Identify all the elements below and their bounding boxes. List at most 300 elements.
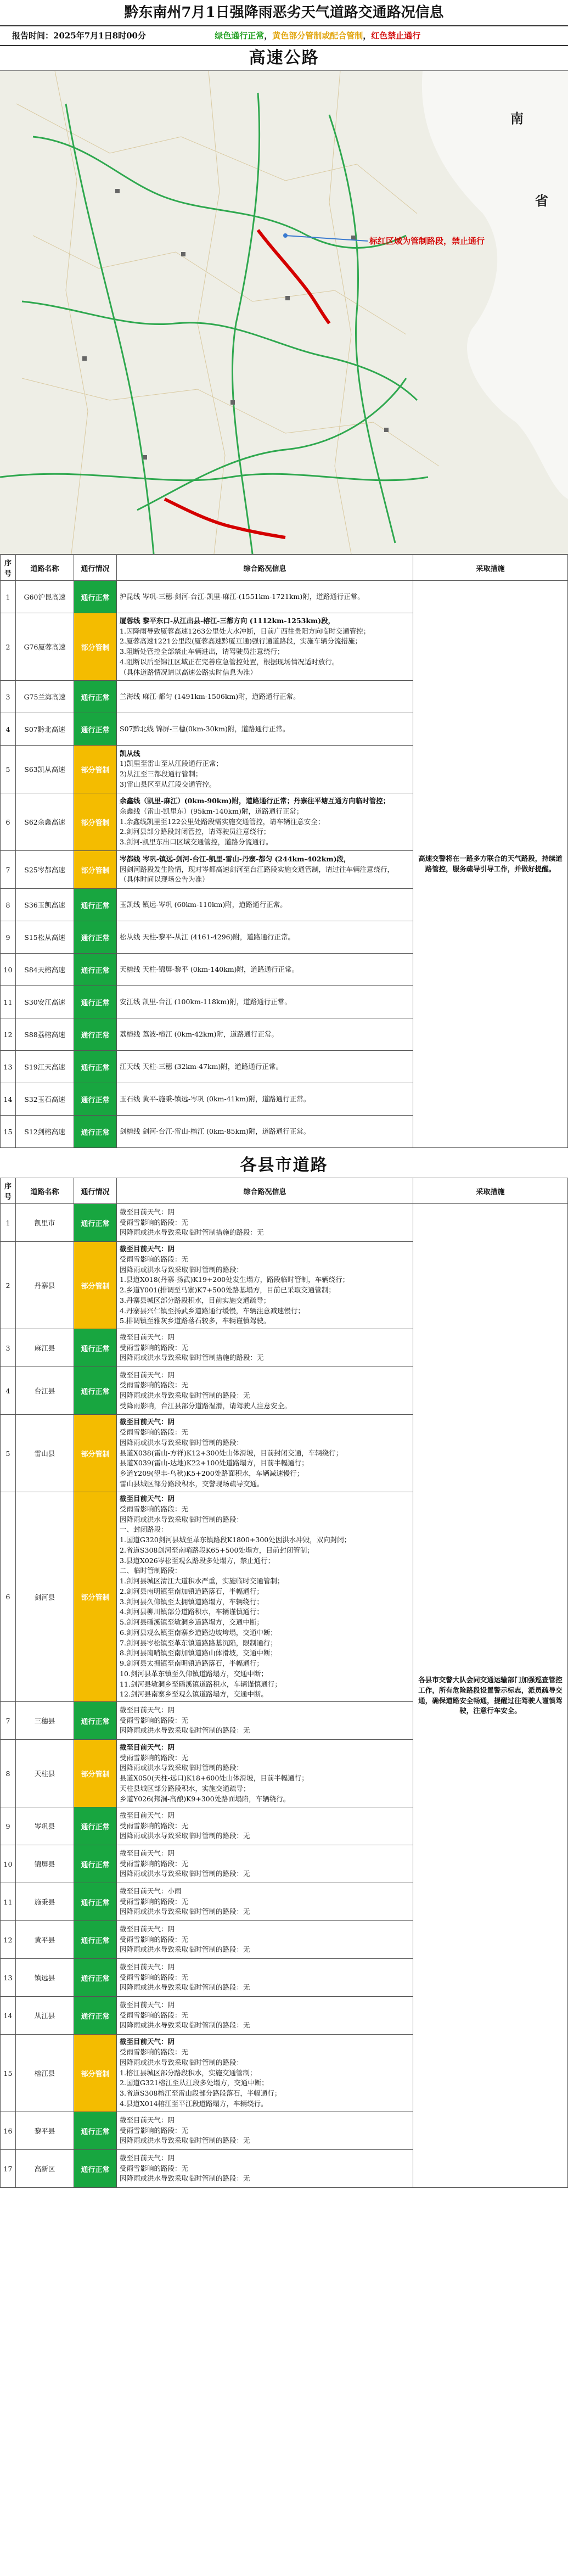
info-line: 截至目前天气：阴 xyxy=(120,1924,175,1933)
row-number: 12 xyxy=(1,1921,16,1959)
table-row xyxy=(1,1204,568,1242)
info-line: 乡道Y026(邦洞-高酿)K9+300处路面塌陷，车辆绕行。 xyxy=(120,1794,290,1803)
report-line: 报告时间：2025年7月1日8时00分 绿色通行正常，黄色部分管制或配合管制，红色禁止通行 xyxy=(0,25,568,46)
road-name: 丹寨县 xyxy=(16,1242,74,1329)
row-number: 17 xyxy=(1,2150,16,2188)
road-info xyxy=(117,1959,413,1997)
info-line: 松从线 天柱-黎平-从江 (4161-4296)附，道路通行正常。 xyxy=(120,932,295,941)
info-line: 5.剑河县磻溪镇至敏洞乡道路塌方，交通中断； xyxy=(120,1618,263,1626)
status-badge: 通行正常 xyxy=(81,901,110,910)
status-cell xyxy=(74,1204,117,1242)
info-line: 因降雨或洪水导致采取临时管制的路段： xyxy=(120,1438,244,1447)
road-name: 剑河县 xyxy=(16,1492,74,1702)
status-cell xyxy=(74,1807,117,1845)
info-line: 1.榕江县城区部分路段积水，实施交通管制； xyxy=(120,2068,257,2077)
info-line: 3.县道X026岑松至观么路段多处塌方，禁止通行； xyxy=(120,1556,275,1565)
row-number: 14 xyxy=(1,1997,16,2035)
row-number: 4 xyxy=(1,1367,16,1415)
info-line: 因降雨或洪水导致采取临时管制的路段：无 xyxy=(120,2021,250,2030)
info-line: 受雨雪影响的路段：无 xyxy=(120,1218,189,1227)
status-cell xyxy=(74,1492,117,1702)
road-info xyxy=(117,1807,413,1845)
road-info xyxy=(117,986,413,1018)
status-cell xyxy=(74,793,117,851)
info-line: 1)凯里至雷山至从江段通行正常； xyxy=(120,759,223,768)
info-line: 玉凯线 镇远-岑巩 (60km-110km)附，道路通行正常。 xyxy=(120,900,287,909)
info-line: 因剑河路段发生险情，现对岑都高速剑河至台江路段实施交通管制，请过往车辆注意绕行， xyxy=(120,865,395,873)
status-badge: 通行正常 xyxy=(81,1031,110,1040)
road-name: 榕江县 xyxy=(16,2035,74,2112)
status-cell xyxy=(74,581,117,613)
road-name: 雷山县 xyxy=(16,1415,74,1492)
status-cell xyxy=(74,2035,117,2112)
info-line: 截至目前天气：阴 xyxy=(120,2000,175,2009)
status-badge: 通行正常 xyxy=(81,966,110,975)
info-line: 受雨雪影响的路段：无 xyxy=(120,1821,189,1830)
info-line: 受雨雪影响的路段：无 xyxy=(120,2048,189,2057)
row-number: 3 xyxy=(1,1329,16,1367)
row-number: 9 xyxy=(1,1807,16,1845)
info-line: （具体时间以现场公告为准） xyxy=(120,875,209,884)
info-line: 2.省道S308剑河至南哨路段K65+500处塌方，目前封闭管制； xyxy=(120,1545,314,1554)
info-line: 截至目前天气：阴 xyxy=(120,1849,175,1857)
status-cell xyxy=(74,713,117,746)
info-line: 二、临时管制路段： xyxy=(120,1566,182,1575)
road-name: S63凯从高速 xyxy=(16,746,74,793)
info-line: 受雨雪影响的路段：无 xyxy=(120,1504,189,1513)
info-line: 荔榕线 荔波-榕江 (0km-42km)附，道路通行正常。 xyxy=(120,1029,278,1038)
info-line: 乡道Y209(望丰-乌秋)K5+200处路面积水，车辆减速慢行； xyxy=(120,1469,304,1478)
status-cell xyxy=(74,1997,117,2035)
info-line: 兰海线 麻江-都匀 (1491km-1506km)附，道路通行正常。 xyxy=(120,692,300,701)
info-line: 7.剑河县岑松镇至革东镇道路路基沉陷，限制通行； xyxy=(120,1638,277,1647)
status-badge: 通行正常 xyxy=(81,999,110,1007)
row-number: 10 xyxy=(1,1845,16,1883)
row-number: 6 xyxy=(1,1492,16,1702)
info-line: 受雨雪影响的路段：无 xyxy=(120,2011,189,2019)
info-line: 岑都线 岑巩-镇远-剑河-台江-凯里-雷山-丹寨-都匀 (244km-402km)段， xyxy=(120,854,351,863)
info-line: 12.剑河县南寨乡至观么镇道路塌方，交通中断。 xyxy=(120,1690,268,1699)
info-line: 截至目前天气：阴 xyxy=(120,2115,175,2124)
info-line: 剑榕线 剑河-台江-雷山-榕江 (0km-85km)附，道路通行正常。 xyxy=(120,1127,311,1135)
road-name: 施秉县 xyxy=(16,1883,74,1921)
info-line: 因降雨或洪水导致采取临时管制的路段：无 xyxy=(120,1907,250,1916)
status-cell xyxy=(74,1242,117,1329)
info-line: 因降雨或洪水导致采取临时管制的路段：无 xyxy=(120,1832,250,1840)
status-badge: 部分管制 xyxy=(81,1594,110,1602)
road-name: 高新区 xyxy=(16,2150,74,2188)
county-table xyxy=(0,1178,568,2188)
row-number: 5 xyxy=(1,1415,16,1492)
status-badge: 通行正常 xyxy=(81,693,110,702)
info-line: 天榕线 天柱-锦屏-黎平 (0km-140km)附，道路通行正常。 xyxy=(120,965,299,973)
row-number: 16 xyxy=(1,2112,16,2150)
road-name: S36玉凯高速 xyxy=(16,889,74,921)
map-image xyxy=(0,71,568,554)
road-name: G60沪昆高速 xyxy=(16,581,74,613)
info-line: 1.因降雨导致厦蓉高速1263公里处大水冲断，日前广西往贵阳方向临时交通管控； xyxy=(120,626,370,635)
status-badge: 通行正常 xyxy=(81,1936,110,1945)
county-header-row xyxy=(1,1178,568,1204)
road-name: G76厦蓉高速 xyxy=(16,613,74,681)
info-line: 受雨雪影响的路段：无 xyxy=(120,2164,189,2172)
info-line: 截至目前天气：阴 xyxy=(120,1962,175,1971)
road-name: S19江天高速 xyxy=(16,1051,74,1083)
road-name: 凯里市 xyxy=(16,1204,74,1242)
info-line: 4.剑河县柳川镇部分道路积水，车辆谨慎通行； xyxy=(120,1608,263,1616)
info-line: 2.乡道Y001(排调至马寨)K7+500处路基塌方，目前已采取交通管制； xyxy=(120,1286,335,1294)
status-cell xyxy=(74,954,117,986)
row-number: 8 xyxy=(1,1740,16,1807)
info-line: 受雨雪影响的路段：无 xyxy=(120,1935,189,1944)
info-line: 因降雨或洪水导致采取临时管制措施的路段：无 xyxy=(120,1228,264,1237)
info-line: 因降雨或洪水导致采取临时管制的路段：无 xyxy=(120,2136,250,2145)
status-cell xyxy=(74,1083,117,1116)
road-info xyxy=(117,2112,413,2150)
info-line: 天柱县城区部分路段积水，实施交通疏导； xyxy=(120,1784,250,1793)
road-name: S12剑榕高速 xyxy=(16,1116,74,1148)
info-line: 受雨雪影响的路段：无 xyxy=(120,1428,189,1437)
measures-cell: 高速交警将在一路多方联合的天气路段，持续道路管控，服务疏导引导工作，并做好提醒。 xyxy=(413,581,568,1148)
road-info xyxy=(117,613,413,681)
road-info xyxy=(117,681,413,713)
info-line: 县道X038(雷山-方祥)K12+300处山体滑坡，目前封闭交通，车辆绕行； xyxy=(120,1448,343,1457)
road-name: S30安江高速 xyxy=(16,986,74,1018)
info-line: 2.剑河县部分路段封闭管控，请驾驶员注意绕行； xyxy=(120,827,271,836)
info-line: 3.阻断处管控全部禁止车辆进出，请驾驶员注意绕行； xyxy=(120,647,284,656)
info-line: 受雨雪影响的路段：无 xyxy=(120,1859,189,1868)
row-number: 7 xyxy=(1,1702,16,1740)
info-line: 4.丹寨县兴仁镇至扬武乡道路通行缓慢，车辆注意减速慢行； xyxy=(120,1306,305,1315)
row-number: 13 xyxy=(1,1051,16,1083)
road-name: 黎平县 xyxy=(16,2112,74,2150)
road-name: S07黔北高速 xyxy=(16,713,74,746)
status-badge: 部分管制 xyxy=(81,2070,110,2079)
info-line: 因降雨或洪水导致采取临时管制的路段：无 xyxy=(120,1726,250,1735)
status-badge: 通行正常 xyxy=(81,1219,110,1228)
info-line: 3.剑河-凯里东出口区域交通管控，道路分流通行。 xyxy=(120,838,273,847)
info-line: 县道X050(天柱-远口)K18+600处山体滑坡，目前半幅通行； xyxy=(120,1774,308,1782)
status-badge: 通行正常 xyxy=(81,2127,110,2136)
status-badge: 通行正常 xyxy=(81,1128,110,1137)
road-info xyxy=(117,713,413,746)
status-badge: 通行正常 xyxy=(81,1096,110,1105)
status-badge: 部分管制 xyxy=(81,643,110,652)
highway-map xyxy=(0,70,568,555)
road-info xyxy=(117,1018,413,1051)
info-line: 受雨雪影响的路段：无 xyxy=(120,1716,189,1724)
road-name: 天柱县 xyxy=(16,1740,74,1807)
status-cell xyxy=(74,1959,117,1997)
row-number: 12 xyxy=(1,1018,16,1051)
info-line: 因降雨或洪水导致采取临时管制的路段： xyxy=(120,1515,244,1524)
status-badge: 部分管制 xyxy=(81,819,110,827)
info-line: 县道X039(雷山-达地)K22+100处道路塌方，目前半幅通行； xyxy=(120,1459,308,1468)
highway-table xyxy=(0,555,568,1148)
info-line: 因降雨或洪水导致采取临时管制的路段： xyxy=(120,2058,244,2067)
row-number: 8 xyxy=(1,889,16,921)
road-name: 镇远县 xyxy=(16,1959,74,1997)
info-line: 截至目前天气：阴 xyxy=(120,1743,175,1751)
status-cell xyxy=(74,1329,117,1367)
status-badge: 通行正常 xyxy=(81,1345,110,1353)
road-info xyxy=(117,1204,413,1242)
road-info xyxy=(117,1845,413,1883)
info-line: 1.国道G320剑河县城至革东镇路段K1800+300处因洪水冲毁，双向封闭； xyxy=(120,1536,351,1544)
road-name: 台江县 xyxy=(16,1367,74,1415)
info-line: 安江线 凯里-台江 (100km-118km)附，道路通行正常。 xyxy=(120,997,291,1006)
row-number: 5 xyxy=(1,746,16,793)
road-info xyxy=(117,1997,413,2035)
road-info xyxy=(117,2035,413,2112)
info-line: 凯从线 xyxy=(120,749,140,758)
info-line: 4.县道X014榕江至平江段道路塌方，车辆绕行。 xyxy=(120,2099,268,2108)
info-line: 截至目前天气：阴 xyxy=(120,1494,175,1503)
status-cell xyxy=(74,851,117,889)
road-name: 黄平县 xyxy=(16,1921,74,1959)
road-info xyxy=(117,793,413,851)
status-badge: 通行正常 xyxy=(81,1974,110,1983)
status-cell xyxy=(74,1367,117,1415)
info-line: 截至目前天气：阴 xyxy=(120,1370,175,1379)
table-row xyxy=(1,581,568,613)
info-line: 截至目前天气：阴 xyxy=(120,1811,175,1819)
info-line: 因降雨或洪水导致采取临时管制措施的路段：无 xyxy=(120,1353,264,1362)
map-label-sheng: 省 xyxy=(535,193,548,209)
row-number: 1 xyxy=(1,1204,16,1242)
road-name: S25岑都高速 xyxy=(16,851,74,889)
row-number: 3 xyxy=(1,681,16,713)
road-info xyxy=(117,1921,413,1959)
info-line: 雷山县城区部分路段积水，交警现场疏导交通。 xyxy=(120,1479,264,1488)
info-line: 受雨雪影响的路段：无 xyxy=(120,1897,189,1906)
col-name: 道路名称 xyxy=(16,555,74,581)
row-number: 15 xyxy=(1,2035,16,2112)
status-badge: 通行正常 xyxy=(81,726,110,735)
info-line: 1.余鑫线凯里至122公里处路段需实施交通管控，请车辆注意安全； xyxy=(120,817,325,826)
info-line: 2.国道G321榕江至从江段多处塌方，交通中断； xyxy=(120,2079,268,2087)
status-badge: 通行正常 xyxy=(81,934,110,943)
info-line: 沪昆线 岑巩-三穗-剑河-台江-凯里-麻江-(1551km-1721km)附，道路通行正常。 xyxy=(120,592,364,601)
road-info xyxy=(117,1740,413,1807)
status-badge: 通行正常 xyxy=(81,1387,110,1396)
page-title: 黔东南州7月1日强降雨恶劣天气道路交通路况信息 xyxy=(124,4,444,21)
status-cell xyxy=(74,889,117,921)
info-line: 一、封闭路段： xyxy=(120,1525,168,1534)
legend-green: 绿色通行正常 xyxy=(215,31,265,41)
status-badge: 部分管制 xyxy=(81,1282,110,1291)
info-line: 受降雨影响，台江县部分道路湿滑，请驾驶人注意安全。 xyxy=(120,1401,291,1410)
road-info xyxy=(117,1083,413,1116)
road-info xyxy=(117,889,413,921)
info-line: 截至目前天气：阴 xyxy=(120,1207,175,1216)
info-line: 因降雨或洪水导致采取临时管制的路段：无 xyxy=(120,1945,250,1954)
legend-red: 红色禁止通行 xyxy=(371,31,421,41)
road-info xyxy=(117,1116,413,1148)
status-cell xyxy=(74,1740,117,1807)
info-line: 截至目前天气：阴 xyxy=(120,1332,175,1341)
info-line: 受雨雪影响的路段：无 xyxy=(120,1381,189,1390)
report-label: 报告时间： xyxy=(12,31,54,41)
status-badge: 通行正常 xyxy=(81,1899,110,1907)
measures-cell: 各县市交警大队会同交通运输部门加强巡查管控工作，所有危险路段设置警示标志，派员疏导交通，确保道路安全畅通，提醒过往驾驶人谨慎驾驶，注意行车安全。 xyxy=(413,1204,568,2188)
info-line: 因降雨或洪水导致采取临时管制的路段：无 xyxy=(120,1983,250,1992)
status-cell xyxy=(74,1116,117,1148)
road-info xyxy=(117,1367,413,1415)
info-line: 4.阻断以后至锦江区域正在完善应急管控处置，根据现场情况适时放行。 xyxy=(120,657,339,666)
info-line: 受雨雪影响的路段：无 xyxy=(120,1343,189,1352)
info-line: 5.排调镇至雅灰乡道路落石较多，车辆谨慎驾驶。 xyxy=(120,1317,271,1325)
legend-yellow: 黄色部分管制或配合管制 xyxy=(272,31,363,41)
info-line: 2.剑河县南明镇至南加镇道路落石，半幅通行； xyxy=(120,1587,263,1595)
info-line: 3.丹寨县城区部分路段积水，目前实施交通疏导； xyxy=(120,1296,271,1304)
row-number: 1 xyxy=(1,581,16,613)
info-line: （具体道路情况请以高速公路实时信息为准） xyxy=(120,668,257,676)
road-name: S32玉石高速 xyxy=(16,1083,74,1116)
map-label-nan: 南 xyxy=(510,110,524,126)
info-line: 玉石线 黄平-施秉-镇远-岑巩 (0km-41km)附，道路通行正常。 xyxy=(120,1094,311,1103)
road-name: S15松从高速 xyxy=(16,921,74,954)
status-badge: 通行正常 xyxy=(81,1063,110,1072)
road-info xyxy=(117,851,413,889)
info-line: 9.剑河县太拥镇至南明镇道路落石，半幅通行； xyxy=(120,1659,263,1667)
info-line: 余鑫线（凯里-麻江）(0km-90km)附，道路通行正常；丹寨往平塘互通方向临时管控； xyxy=(120,797,390,805)
status-badge: 通行正常 xyxy=(81,1823,110,1832)
col-info: 综合路况信息 xyxy=(117,555,413,581)
status-badge: 通行正常 xyxy=(81,1717,110,1726)
info-line: 10.剑河县革东镇至久仰镇道路塌方，交通中断； xyxy=(120,1669,268,1678)
road-info xyxy=(117,1242,413,1329)
road-info xyxy=(117,954,413,986)
col-info: 综合路况信息 xyxy=(117,1178,413,1204)
road-info xyxy=(117,1492,413,1702)
county-body xyxy=(1,1204,568,2188)
info-line: 3.剑河县久仰镇至太拥镇道路塌方，车辆绕行； xyxy=(120,1597,263,1606)
road-info xyxy=(117,1051,413,1083)
info-line: 受雨雪影响的路段：无 xyxy=(120,1753,189,1762)
info-line: 2)从江至三都段通行管制； xyxy=(120,770,203,778)
status-cell xyxy=(74,613,117,681)
status-cell xyxy=(74,746,117,793)
info-line: 截至目前天气：阴 xyxy=(120,1418,175,1426)
road-info xyxy=(117,746,413,793)
status-badge: 通行正常 xyxy=(81,2165,110,2174)
road-name: 锦屏县 xyxy=(16,1845,74,1883)
row-number: 2 xyxy=(1,1242,16,1329)
county-heading: 各县市道路 xyxy=(240,1156,328,1175)
row-number: 11 xyxy=(1,986,16,1018)
info-line: 截至目前天气：小雨 xyxy=(120,1886,182,1895)
info-line: 厦蓉线 黎平东口-从江出县-榕江-三都方向 (1112km-1253km)段， xyxy=(120,616,335,625)
road-name: 从江县 xyxy=(16,1997,74,2035)
info-line: S07黔北线 锦屏-三穗(0km-30km)附，道路通行正常。 xyxy=(120,724,290,733)
info-line: 截至目前天气：阴 xyxy=(120,1705,175,1714)
road-name: 三穗县 xyxy=(16,1702,74,1740)
status-cell xyxy=(74,1883,117,1921)
info-line: 3)雷山县区至从江段交通管控。 xyxy=(120,780,216,788)
info-line: 11.剑河县敏洞乡至磻溪镇道路积水，车辆谨慎通行； xyxy=(120,1679,282,1688)
status-badge: 部分管制 xyxy=(81,1450,110,1459)
info-line: 因降雨或洪水导致采取临时管制的路段：无 xyxy=(120,1869,250,1878)
info-line: 受雨雪影响的路段：无 xyxy=(120,1973,189,1981)
status-cell xyxy=(74,1921,117,1959)
info-line: 截至目前天气：阴 xyxy=(120,1245,175,1253)
road-name: S84天榕高速 xyxy=(16,954,74,986)
row-number: 7 xyxy=(1,851,16,889)
highway-header-row xyxy=(1,555,568,581)
info-line: 8.剑河县南哨镇至南加镇道路山体滑坡，交通中断； xyxy=(120,1649,277,1657)
status-cell xyxy=(74,1415,117,1492)
row-number: 15 xyxy=(1,1116,16,1148)
row-number: 11 xyxy=(1,1883,16,1921)
report-time: 2025年7月1日8时00分 xyxy=(53,31,146,41)
row-number: 10 xyxy=(1,954,16,986)
status-cell xyxy=(74,1018,117,1051)
info-line: 1.剑河县城区清江大道积水严重，实施临时交通管制； xyxy=(120,1577,284,1585)
road-name: S88荔榕高速 xyxy=(16,1018,74,1051)
row-number: 6 xyxy=(1,793,16,851)
highway-heading: 高速公路 xyxy=(249,48,319,68)
col-name: 道路名称 xyxy=(16,1178,74,1204)
row-number: 2 xyxy=(1,613,16,681)
info-line: 2.厦蓉高速1221公里段(厦蓉高速黔厦互通)强行通道路段，实施车辆分流措施； xyxy=(120,637,362,646)
status-cell xyxy=(74,921,117,954)
status-badge: 通行正常 xyxy=(81,2012,110,2021)
info-line: 截至目前天气：阴 xyxy=(120,2153,175,2162)
road-info xyxy=(117,1883,413,1921)
road-name: 岑巩县 xyxy=(16,1807,74,1845)
status-cell xyxy=(74,681,117,713)
col-no: 序号 xyxy=(1,555,16,581)
road-info xyxy=(117,1329,413,1367)
status-badge: 通行正常 xyxy=(81,1861,110,1869)
row-number: 4 xyxy=(1,713,16,746)
status-cell xyxy=(74,2150,117,2188)
info-line: 因降雨或洪水导致采取临时管制的路段：无 xyxy=(120,1391,250,1399)
status-cell xyxy=(74,2112,117,2150)
status-badge: 部分管制 xyxy=(81,766,110,775)
info-line: 因降雨或洪水导致采取临时管制的路段： xyxy=(120,1763,244,1772)
road-info xyxy=(117,581,413,613)
road-info xyxy=(117,1415,413,1492)
road-name: S62余鑫高速 xyxy=(16,793,74,851)
info-line: 受雨雪影响的路段：无 xyxy=(120,1255,189,1263)
road-info xyxy=(117,921,413,954)
info-line: 6.剑河县观么镇至南寨乡道路边坡垮塌，交通中断； xyxy=(120,1628,277,1637)
road-info xyxy=(117,1702,413,1740)
road-info xyxy=(117,2150,413,2188)
road-name: G75兰海高速 xyxy=(16,681,74,713)
status-badge: 通行正常 xyxy=(81,593,110,602)
map-note: 标红区域为管制路段，禁止通行 xyxy=(369,236,485,246)
info-line: 受雨雪影响的路段：无 xyxy=(120,2126,189,2135)
col-measures: 采取措施 xyxy=(413,1178,568,1204)
row-number: 13 xyxy=(1,1959,16,1997)
info-line: 余鑫线（雷山-凯里东）(95km-140km)附，道路通行正常； xyxy=(120,807,303,815)
status-cell xyxy=(74,986,117,1018)
status-cell xyxy=(74,1051,117,1083)
row-number: 14 xyxy=(1,1083,16,1116)
status-badge: 部分管制 xyxy=(81,866,110,875)
info-line: 3.省道S308榕江至雷山段部分路段落石，半幅通行； xyxy=(120,2089,282,2098)
info-line: 因降雨或洪水导致采取临时管制的路段：无 xyxy=(120,2174,250,2183)
road-name: 麻江县 xyxy=(16,1329,74,1367)
status-badge: 部分管制 xyxy=(81,1770,110,1779)
info-line: 1.县道X018(丹寨-扬武)K19+200处发生塌方，路段临时管制，车辆绕行； xyxy=(120,1275,350,1284)
col-no: 序号 xyxy=(1,1178,16,1204)
highway-body xyxy=(1,581,568,1148)
col-status: 通行情况 xyxy=(74,1178,117,1204)
